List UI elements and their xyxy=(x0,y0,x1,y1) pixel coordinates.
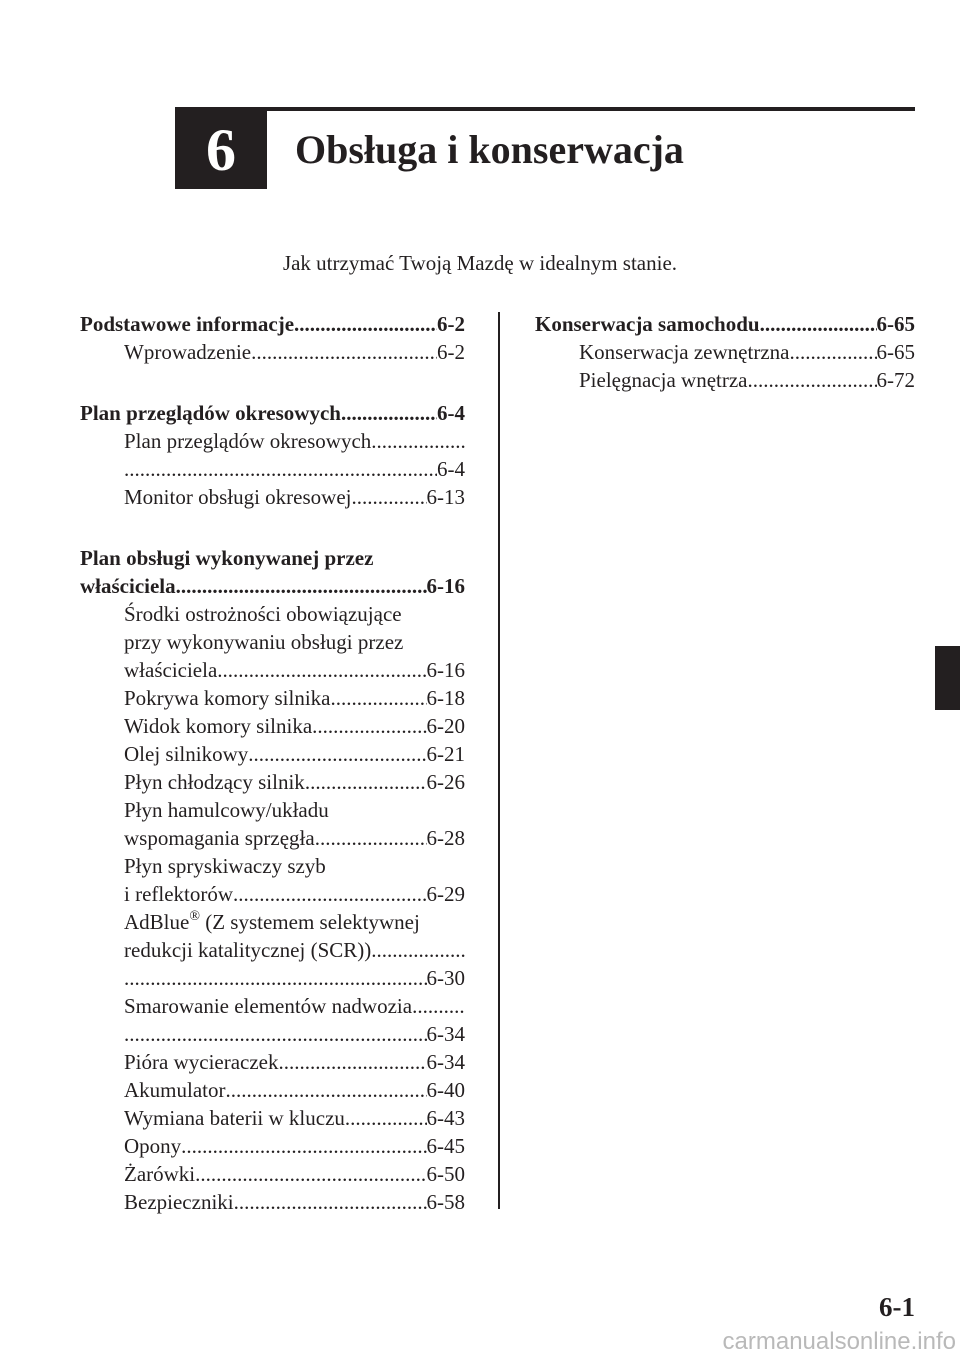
toc-entry-washer-fluid[interactable]: Płyn spryskiwaczy szyb i reflektorów ..... 6-29 xyxy=(80,852,465,908)
toc-entry-fuses[interactable]: Bezpieczniki ..... 6-58 xyxy=(80,1188,465,1216)
chapter-header-rule xyxy=(175,107,915,111)
toc-section-inspection-plan xyxy=(80,399,465,511)
toc-right-column xyxy=(535,310,915,427)
toc-entry-body-lubrication[interactable]: Smarowanie elementów nadwozia ..... ..... 6-34 xyxy=(80,992,465,1048)
chapter-thumb-tab xyxy=(935,646,960,710)
toc-entry-brake-fluid[interactable]: Płyn hamulcowy/układu wspomagania sprzęgła ..... 6-28 xyxy=(80,796,465,852)
page-number: 6-1 xyxy=(879,1292,915,1322)
toc-entry-key-battery[interactable]: Wymiana baterii w kluczu ..... 6-43 xyxy=(80,1104,465,1132)
toc-entry-wprowadzenie[interactable]: Wprowadzenie ..... 6-2 xyxy=(80,338,465,366)
toc-entry-exterior-care[interactable]: Konserwacja zewnętrzna ..... 6-65 xyxy=(535,338,915,366)
toc-section-car-care xyxy=(535,310,915,394)
toc-entry-engine-coolant[interactable]: Płyn chłodzący silnik ..... 6-26 xyxy=(80,768,465,796)
column-divider xyxy=(498,312,500,1209)
toc-entry-bulbs[interactable]: Żarówki ..... 6-50 xyxy=(80,1160,465,1188)
watermark: carmanualsonline.info xyxy=(722,1328,956,1355)
toc-section-basic-info xyxy=(80,310,465,366)
toc-left-column xyxy=(80,310,465,1249)
toc-entry-engine-oil[interactable]: Olej silnikowy ..... 6-21 xyxy=(80,740,465,768)
toc-entry-precautions[interactable]: Środki ostrożności obowiązujące przy wykonywaniu obsługi przez właściciela ..... 6-16 xyxy=(80,600,465,684)
chapter-title: Obsługa i konserwacja xyxy=(295,127,684,172)
toc-entry-inspection-plan[interactable]: Plan przeglądów okresowych ..... ..... 6-4 xyxy=(80,427,465,483)
toc-entry-wiper-blades[interactable]: Pióra wycieraczek ..... 6-34 xyxy=(80,1048,465,1076)
registered-mark: ® xyxy=(189,909,200,924)
toc-entry-service-monitor[interactable]: Monitor obsługi okresowej ..... 6-13 xyxy=(80,483,465,511)
chapter-intro: Jak utrzymać Twoją Mazdę w idealnym stanie. xyxy=(282,251,678,275)
toc-section-title[interactable]: Podstawowe informacje ..... 6-2 xyxy=(80,310,465,338)
toc-entry-adblue[interactable]: AdBlue® (Z systemem selektywnej redukcji katalitycznej (SCR)) ..... ..... 6-30 xyxy=(80,908,465,992)
toc-entry-battery[interactable]: Akumulator ..... 6-40 xyxy=(80,1076,465,1104)
toc-entry-engine-hood[interactable]: Pokrywa komory silnika ..... 6-18 xyxy=(80,684,465,712)
toc-section-title[interactable]: Plan obsługi wykonywanej przez właściciela ..... 6-16 xyxy=(80,544,465,600)
toc-section-title[interactable]: Konserwacja samochodu ..... 6-65 xyxy=(535,310,915,338)
toc-section-title[interactable]: Plan przeglądów okresowych ..... 6-4 xyxy=(80,399,465,427)
toc-entry-engine-compartment[interactable]: Widok komory silnika ..... 6-20 xyxy=(80,712,465,740)
toc-entry-tires[interactable]: Opony ..... 6-45 xyxy=(80,1132,465,1160)
toc-section-owner-maintenance xyxy=(80,544,465,1216)
toc-entry-interior-care[interactable]: Pielęgnacja wnętrza ..... 6-72 xyxy=(535,366,915,394)
chapter-number-box: 6 xyxy=(175,111,267,189)
